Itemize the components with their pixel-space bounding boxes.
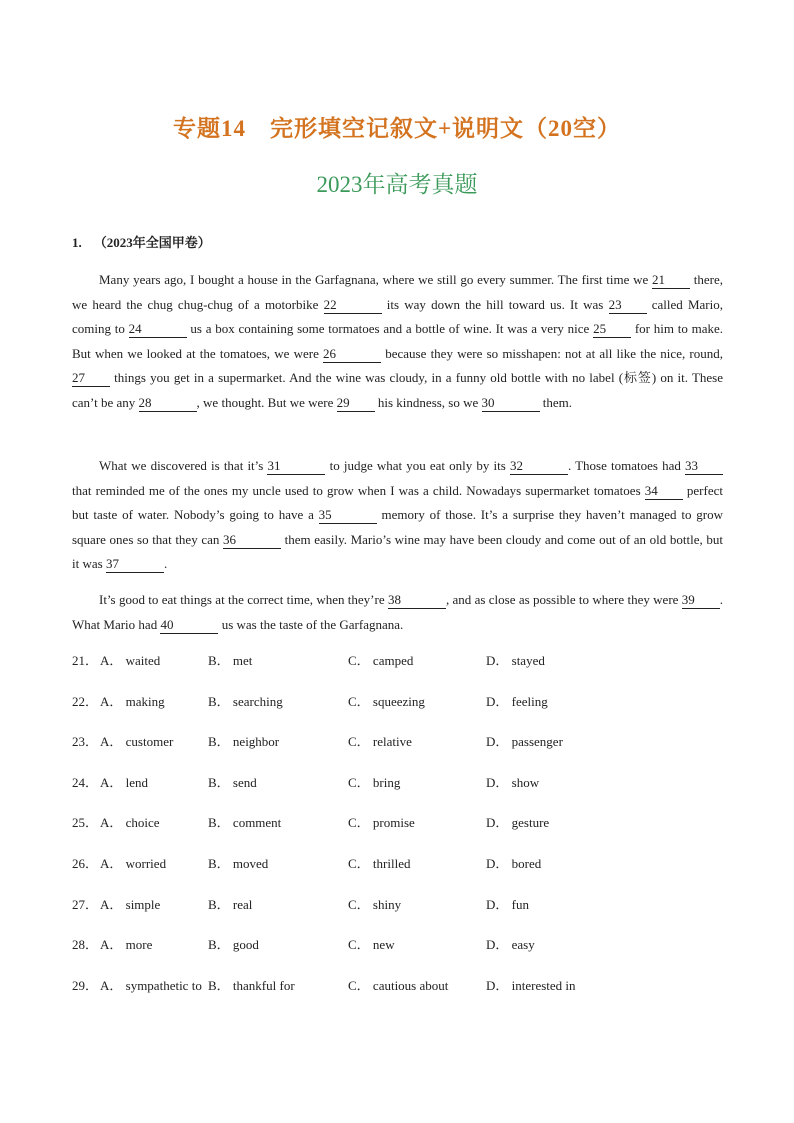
option-d: D． stayed [486,653,545,668]
question-header [72,232,211,251]
blank-38: 38 [388,592,446,609]
blank-40: 40 [160,617,218,634]
option-c: C． thrilled [348,855,411,871]
option-a: A． making [100,693,165,709]
passage-text: perfect but taste of water. Nobody’s going to have a [72,482,723,522]
passage-text: . [163,556,168,571]
passage-text: . Those tomatoes had [567,458,685,473]
option-b: B． thankful for [208,977,295,993]
option-a: A． sympathetic to [100,977,202,993]
option-row-26 [72,853,723,894]
blank-36: 36 [223,532,281,549]
passage-text: things you get in a supermarket. And the wine was cloudy, in a funny old bottle with no label (标签) on it. These can’t be any [72,370,723,410]
option-c: C． camped [348,653,414,668]
option-d: D． show [486,774,540,790]
option-c: C． new [348,937,395,953]
blank-35: 35 [319,507,377,524]
option-d: D． interested in [486,977,576,993]
passage-paragraph-2 [72,454,723,577]
blank-29: 29 [337,395,375,412]
option-number: 23． [72,734,99,750]
option-number: 24． [72,774,99,790]
option-row-23 [72,731,723,772]
passage-text: them easily. Mario’s wine may have been cloudy and come out of an old bottle, but it was [72,531,724,571]
blank-34: 34 [645,483,683,500]
option-row-29 [72,975,723,1016]
blank-26: 26 [323,346,381,363]
option-c: C． relative [348,734,412,750]
passage-text: , we thought. But we were [196,394,337,410]
blank-27: 27 [72,370,110,387]
passage-paragraph-1 [72,268,723,415]
option-c: C． cautious about [348,977,449,993]
passage-text: called Mario, coming to [72,296,723,336]
passage-paragraph-3 [72,588,723,637]
option-c: C． shiny [348,896,402,912]
passage-text: , and as close as possible to where they were [445,592,682,607]
passage-text: memory of those. It’s a surprise they haven’t managed to grow square ones so that they can [72,507,723,547]
option-a: A． lend [100,774,149,790]
option-b: B． met [208,653,253,668]
option-c: C． squeezing [348,693,425,709]
blank-37: 37 [106,556,164,573]
option-a: A． more [100,937,153,953]
passage-text: to judge what you eat only by its [325,458,510,473]
option-a: A． customer [100,734,174,750]
option-c: C． bring [348,774,401,790]
passage-text: us was the taste of the Garfagnana. [218,616,404,632]
passage-text: What we discovered is that it’s [99,458,268,473]
option-number: 25． [72,815,99,831]
option-row-28 [72,934,723,975]
option-a: A． simple [100,896,161,912]
option-row-21 [72,650,723,691]
passage-text: its way down the hill toward us. It was [381,296,609,312]
option-number: 26． [72,855,99,871]
option-d: D． feeling [486,693,548,709]
passage-text: because they were so misshapen: not at all like the nice, round, [381,345,723,361]
blank-30: 30 [482,395,540,412]
passage-text: there, we heard the chug chug-chug of a motorbike [72,272,723,312]
option-b: B． send [208,774,257,790]
blank-22: 22 [324,297,382,314]
option-row-27 [72,894,723,935]
option-d: D． gesture [486,815,550,831]
option-b: B． neighbor [208,734,280,750]
option-d: D． fun [486,896,529,912]
blank-33: 33 [685,458,723,475]
option-a: A． worried [100,855,167,871]
blank-24: 24 [129,321,187,338]
passage-text: It’s good to eat things at the correct time, when they’re [99,592,388,607]
option-d: D． easy [486,937,535,953]
passage-text: for him to make. But when we looked at the tomatoes, we were [72,321,723,361]
passage-text: them. [539,394,573,410]
option-a: A． waited [100,653,161,668]
option-row-22 [72,691,723,732]
option-c: C． promise [348,815,415,831]
passage-text: us a box containing some tormatoes and a bottle of wine. It was a very nice [186,321,594,336]
passage-text: Many years ago, I bought a house in the Garfagnana, where we still go every summer. The first time we [99,272,653,287]
option-b: B． real [208,896,253,912]
blank-23: 23 [609,297,647,314]
option-row-25 [72,812,723,853]
option-b: B． good [208,937,259,953]
blank-25: 25 [593,321,631,338]
blank-21: 21 [652,272,690,289]
passage-text: his kindness, so we [374,394,482,410]
option-number: 27． [72,896,99,912]
option-b: B． moved [208,855,269,871]
page-subtitle: 2023年高考真题 [316,172,478,197]
option-b: B． comment [208,815,282,831]
passage-text: . What Mario had [72,592,724,632]
blank-32: 32 [510,458,568,475]
option-b: B． searching [208,693,283,709]
option-number: 28． [72,937,99,953]
option-d: D． passenger [486,734,563,750]
question-number: 1. [72,235,82,250]
blank-39: 39 [682,592,720,609]
options-list [72,650,723,1015]
page-title: 专题14 完形填空记叙文+说明文（20空） [172,116,622,141]
blank-28: 28 [139,395,197,412]
option-d: D． bored [486,855,542,871]
option-number: 22． [72,693,99,709]
blank-31: 31 [267,458,325,475]
option-row-24 [72,772,723,813]
question-source: （2023年全国甲卷） [93,235,211,250]
passage-text: that reminded me of the ones my uncle used to grow when I was a child. Nowadays supermarket tomatoes [72,482,645,498]
option-a: A． choice [100,815,160,831]
option-number: 21． [72,653,99,668]
option-number: 29． [72,977,99,993]
